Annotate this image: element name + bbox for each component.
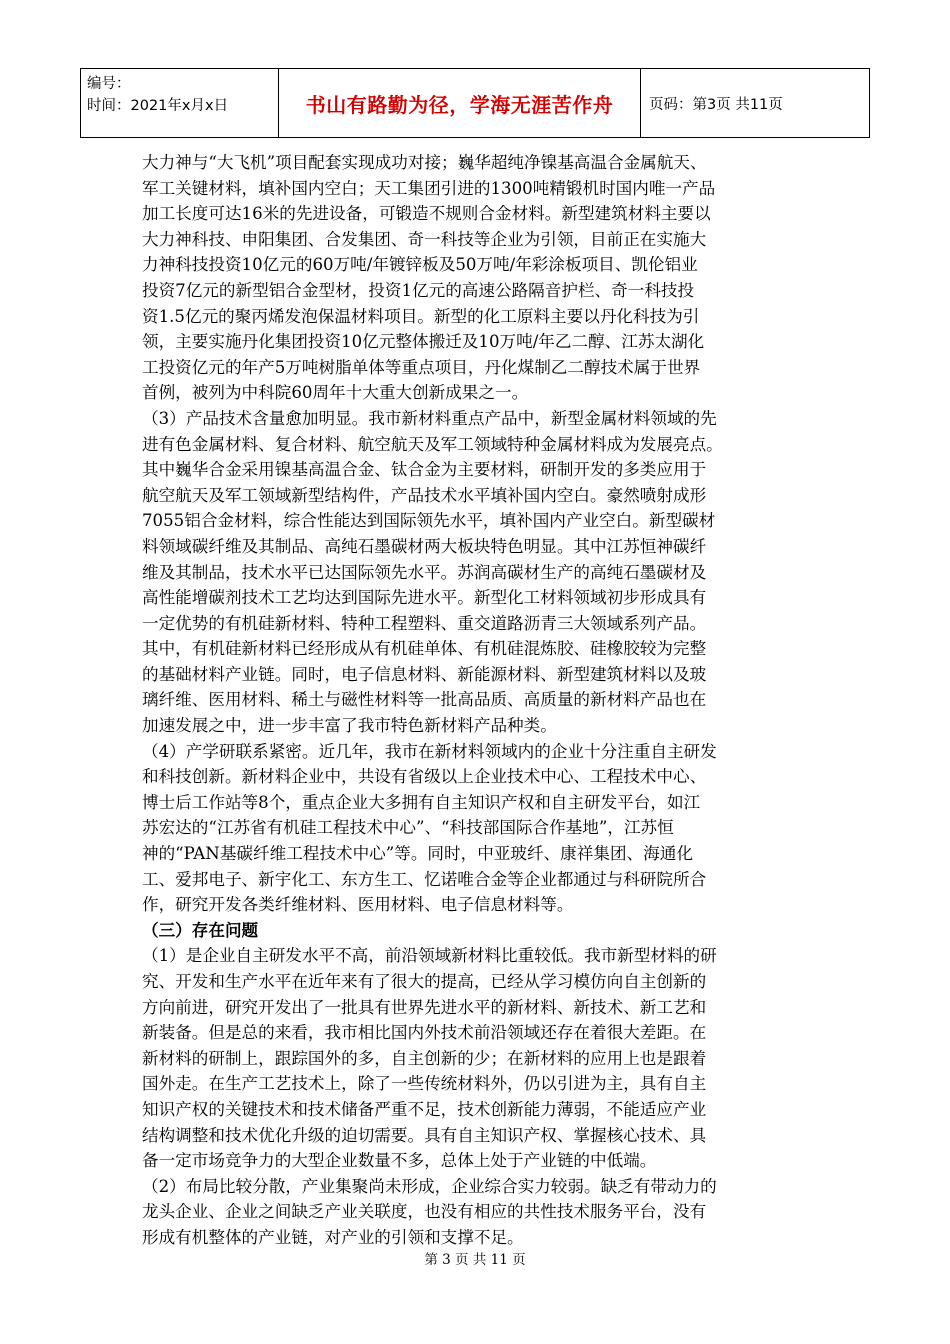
body-text-line: 知识产权的关键技术和技术储备严重不足，技术创新能力薄弱，不能适应产业 (142, 1099, 707, 1119)
body-text-line: 领，主要实施丹化集团投资10亿元整体搬迁及10万吨/年乙二醇、江苏太湖化 (142, 332, 705, 352)
document-date-label: 时间：2021年x月x日 (87, 98, 229, 114)
body-text-line: 方向前进，研究开发出了一批具有世界先进水平的新材料、新技术、新工艺和 (142, 997, 707, 1017)
body-text-line: 首例，被列为中科院60周年十大重大创新成果之一。 (142, 383, 529, 403)
body-text-line: 大力神与“大飞机”项目配套实现成功对接；巍华超纯净镍基高温合金属航天、 (142, 153, 707, 172)
header-motto: 书山有路勤为径，学海无涯苦作舟 (279, 69, 641, 137)
body-text-line: 大力神科技、申阳集团、合发集团、奇一科技等企业为引领，目前正在实施大 (142, 229, 707, 249)
body-text-line: 料领域碳纤维及其制品、高纯石墨碳材两大板块特色明显。其中江苏恒神碳纤 (142, 536, 707, 556)
body-text-line: 加工长度可达16米的先进设备，可锻造不规则合金材料。新型建筑材料主要以 (142, 204, 711, 224)
body-text-line: 作，研究开发各类纤维材料、医用材料、电子信息材料等。 (142, 895, 574, 915)
document-number-label: 编号： (87, 76, 131, 92)
body-text-line: 维及其制品，技术水平已达国际领先水平。苏润高碳材生产的高纯石墨碳材及 (142, 562, 707, 582)
body-text-line: 工、爱邦电子、新宇化工、东方生工、忆诺唯合金等企业都通过与科研院所合 (142, 869, 707, 889)
body-text-line: （2）布局比较分散，产业集聚尚未形成，企业综合实力较弱。缺乏有带动力的 (142, 1176, 717, 1196)
document-header (80, 68, 870, 138)
body-text-line: 苏宏达的“江苏省有机硅工程技术中心”、“科技部国际合作基地”，江苏恒 (142, 818, 674, 838)
document-body (142, 150, 826, 1251)
body-text-line: 工投资亿元的年产5万吨树脂单体等重点项目，丹化煤制乙二醇技术属于世界 (142, 357, 701, 377)
header-meta (81, 69, 279, 137)
body-text-line: （4）产学研联系紧密。近几年，我市在新材料领域内的企业十分注重自主研发 (142, 741, 717, 761)
body-text-line: 新材料的研制上，跟踪国外的多，自主创新的少；在新材料的应用上也是跟着 (142, 1048, 707, 1068)
body-text-line: 投资7亿元的新型铝合金型材，投资1亿元的高速公路隔音护栏、奇一科技投 (142, 280, 695, 300)
body-text-line: 进有色金属材料、复合材料、航空航天及军工领域特种金属材料成为发展亮点。 (142, 434, 723, 454)
body-text-line: （1）是企业自主研发水平不高，前沿领域新材料比重较低。我市新型材料的研 (142, 946, 717, 966)
body-text-line: 军工关键材料，填补国内空白；天工集团引进的1300吨精锻机时国内唯一产品 (142, 178, 716, 198)
page-footer: 第 3 页 共 11 页 (424, 1252, 526, 1268)
body-text-line: 博士后工作站等8个，重点企业大多拥有自主知识产权和自主研发平台，如江 (142, 792, 701, 812)
body-text-line: 结构调整和技术优化升级的迫切需要。具有自主知识产权、掌握核心技术、具 (142, 1125, 707, 1145)
body-text-line: 加速发展之中，进一步丰富了我市特色新材料产品种类。 (142, 716, 557, 736)
body-text-line: 7055铝合金材料，综合性能达到国际领先水平，填补国内产业空白。新型碳材 (142, 511, 716, 531)
section-heading: （三）存在问题 (142, 920, 259, 940)
body-text-line: 国外走。在生产工艺技术上，除了一些传统材料外，仍以引进为主，具有自主 (142, 1074, 707, 1094)
body-text-line: （3）产品技术含量愈加明显。我市新材料重点产品中，新型金属材料领域的先 (142, 408, 717, 428)
body-text-line: 力神科技投资10亿元的60万吨/年镀锌板及50万吨/年彩涂板项目、凯伦铝业 (142, 255, 698, 275)
body-text-line: 其中，有机硅新材料已经形成从有机硅单体、有机硅混炼胶、硅橡胶较为完整 (142, 639, 707, 659)
header-page-number: 页码：第3页 共11页 (649, 96, 783, 113)
body-text-line: 备一定市场竞争力的大型企业数量不多，总体上处于产业链的中低端。 (142, 1151, 657, 1171)
body-text-line: 璃纤维、医用材料、稀土与磁性材料等一批高品质、高质量的新材料产品也在 (142, 690, 707, 710)
body-text-line: 龙头企业、企业之间缺乏产业关联度，也没有相应的共性技术服务平台，没有 (142, 1202, 707, 1222)
body-text-line: 其中巍华合金采用镍基高温合金、钛合金为主要材料，研制开发的多类应用于 (142, 460, 707, 480)
body-text-line: 高性能增碳剂技术工艺均达到国际先进水平。新型化工材料领域初步形成具有 (142, 588, 707, 608)
body-text-line: 资1.5亿元的聚丙烯发泡保温材料项目。新型的化工原料主要以丹化科技为引 (142, 306, 700, 326)
body-text-line: 一定优势的有机硅新材料、特种工程塑料、重交道路沥青三大领域系列产品。 (142, 613, 707, 633)
body-text-line: 和科技创新。新材料企业中，共设有省级以上企业技术中心、工程技术中心、 (142, 767, 707, 787)
body-text-line: 的基础材料产业链。同时，电子信息材料、新能源材料、新型建筑材料以及玻 (142, 664, 707, 684)
body-text-line: 航空航天及军工领域新型结构件，产品技术水平填补国内空白。豪然喷射成形 (142, 485, 707, 505)
body-text-line: 神的“PAN基碳纤维工程技术中心”等。同时，中亚玻纤、康祥集团、海通化 (142, 844, 693, 864)
body-text-line: 形成有机整体的产业链，对产业的引领和支撑不足。 (142, 1227, 524, 1247)
body-text-line: 究、开发和生产水平在近年来有了很大的提高，已经从学习模仿向自主创新的 (142, 972, 707, 991)
body-text-line: 新装备。但是总的来看，我市相比国内外技术前沿领域还存在着很大差距。在 (142, 1023, 707, 1043)
